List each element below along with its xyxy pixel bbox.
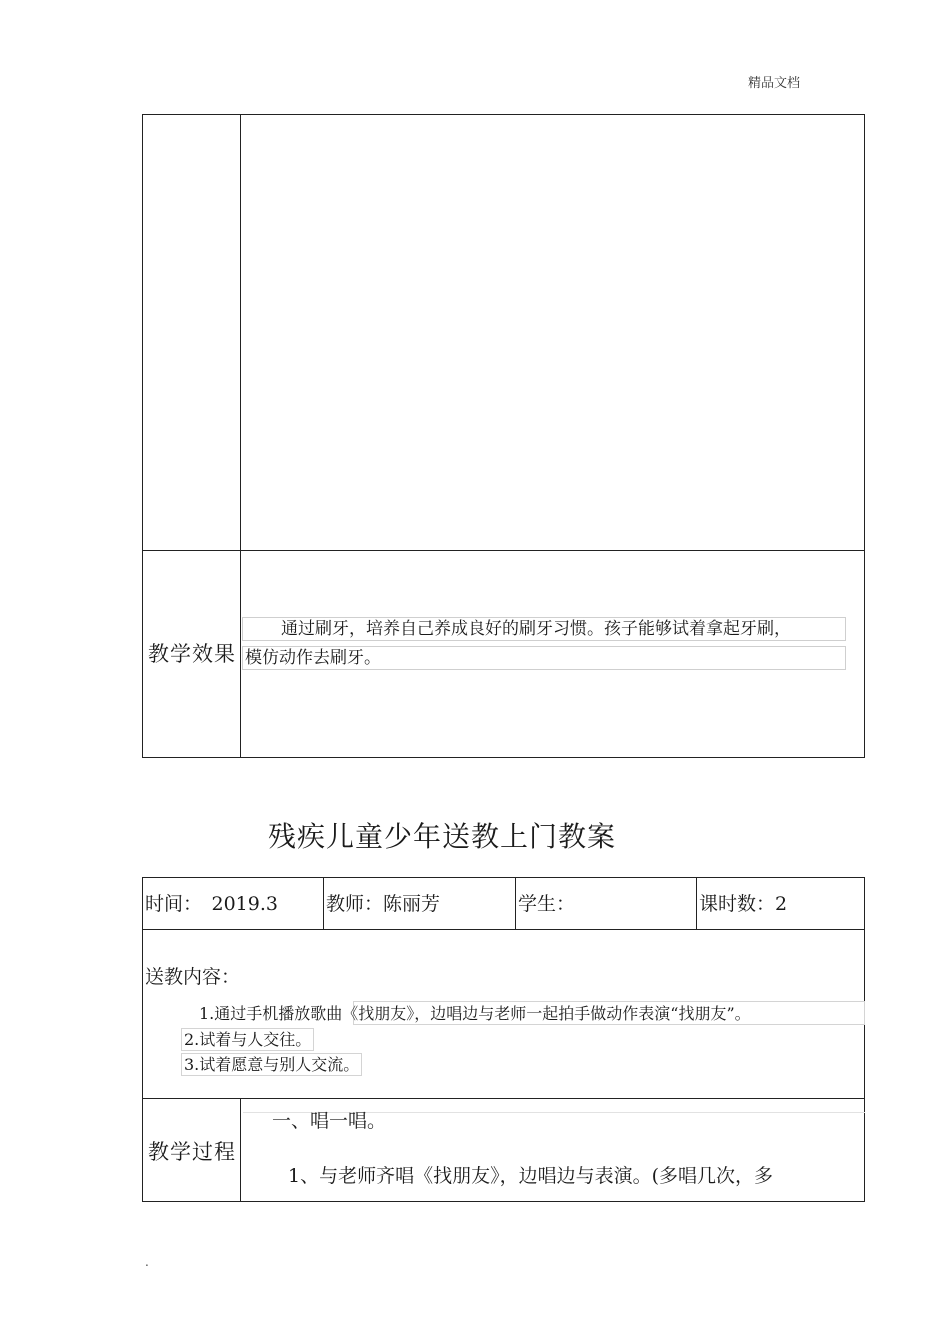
page-header-label: 精品文档 xyxy=(748,76,801,91)
footer-mark: . xyxy=(145,1255,149,1269)
student-cell: 学生： xyxy=(518,893,576,915)
teaching-effect-text-line1: 通过刷牙，培养自己养成良好的刷牙习惯。孩子能够试着拿起牙刷， xyxy=(242,617,846,641)
content-item-3: 3.试着愿意与别人交流。 xyxy=(181,1053,362,1076)
content-item-2: 2.试着与人交往。 xyxy=(181,1028,314,1051)
upper-table-row-divider xyxy=(142,550,865,551)
header-column-divider-2 xyxy=(515,877,516,930)
teaching-effect-label: 教学效果 xyxy=(148,642,236,666)
delivered-content-label: 送教内容： xyxy=(145,966,241,988)
lesson-plan-header-divider xyxy=(142,929,865,930)
teaching-effect-text-line2: 模仿动作去刷牙。 xyxy=(242,646,846,670)
upper-table-column-divider xyxy=(240,114,241,758)
header-column-divider-1 xyxy=(323,877,324,930)
process-column-divider xyxy=(240,1098,241,1202)
time-cell: 时间： 2019.3 xyxy=(145,893,278,915)
document-title: 残疾儿童少年送教上门教案 xyxy=(268,820,617,853)
process-step-1: 1、与老师齐唱《找朋友》，边唱边与表演。(多唱几次，多 xyxy=(288,1165,774,1187)
lesson-plan-content-divider xyxy=(142,1098,865,1099)
teaching-process-label: 教学过程 xyxy=(148,1140,236,1164)
class-hours-cell: 课时数：2 xyxy=(699,893,788,915)
process-section-heading: 一、唱一唱。 xyxy=(272,1110,387,1132)
teacher-cell: 教师：陈丽芳 xyxy=(326,893,441,915)
content-item-1: 1.通过手机播放歌曲《找朋友》，边唱边与老师一起拍手做动作表演“找朋友”。 xyxy=(199,1004,751,1023)
header-column-divider-3 xyxy=(696,877,697,930)
